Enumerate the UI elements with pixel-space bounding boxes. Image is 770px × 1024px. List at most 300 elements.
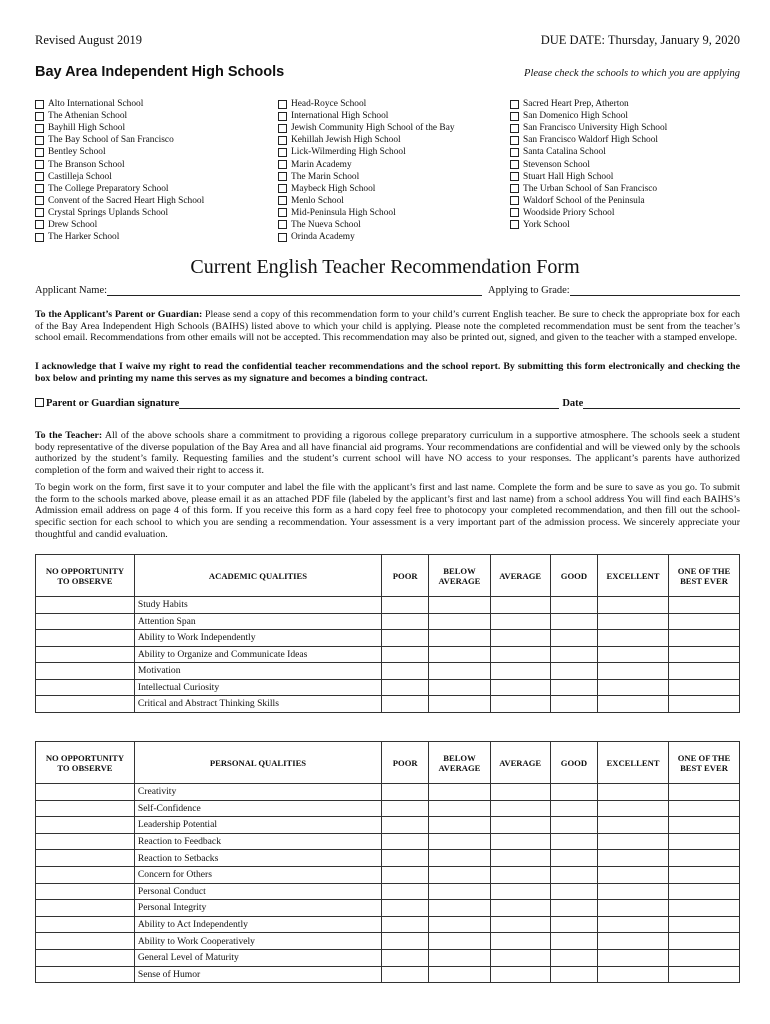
rating-header-one-of-the-best-ever: ONE OF THE BEST EVER — [669, 555, 740, 597]
rating-cell-good[interactable] — [550, 679, 597, 696]
parent-heading: To the Applicant’s Parent or Guardian: — [35, 309, 203, 320]
rating-cell-good[interactable] — [550, 663, 597, 680]
no-opportunity-cell[interactable] — [36, 784, 135, 801]
quality-label: Leadership Potential — [134, 817, 381, 834]
signature-field[interactable] — [179, 397, 559, 409]
no-opportunity-cell[interactable] — [36, 833, 135, 850]
school-option-stevenson-school[interactable] — [510, 158, 740, 170]
rating-cell-poor[interactable] — [382, 883, 429, 900]
form-title: Current English Teacher Recommendation Form — [190, 256, 580, 278]
school-checkbox[interactable] — [278, 136, 287, 145]
no-opportunity-cell[interactable] — [36, 866, 135, 883]
school-option-santa-catalina-school[interactable] — [510, 146, 740, 158]
rating-cell-average[interactable] — [490, 679, 550, 696]
rating-cell-good[interactable] — [550, 833, 597, 850]
quality-label: Reaction to Feedback — [134, 833, 381, 850]
rating-cell-below-average[interactable] — [429, 663, 490, 680]
school-checkbox[interactable] — [510, 160, 519, 169]
school-name: International High School — [291, 111, 389, 122]
school-checkbox[interactable] — [278, 196, 287, 205]
rating-cell-one-of-the-best-ever[interactable] — [669, 883, 740, 900]
rating-cell-poor[interactable] — [382, 966, 429, 983]
school-checkbox[interactable] — [510, 124, 519, 133]
rating-cell-excellent[interactable] — [598, 916, 669, 933]
quality-label: Reaction to Setbacks — [134, 850, 381, 867]
no-opportunity-cell[interactable] — [36, 949, 135, 966]
rating-cell-one-of-the-best-ever[interactable] — [669, 613, 740, 630]
school-checkbox[interactable] — [35, 100, 44, 109]
table-row — [36, 663, 740, 680]
school-checkbox[interactable] — [35, 160, 44, 169]
rating-cell-below-average[interactable] — [429, 933, 490, 950]
rating-cell-good[interactable] — [550, 916, 597, 933]
title-row — [35, 64, 740, 80]
school-name: Alto International School — [48, 99, 144, 110]
rating-cell-average[interactable] — [490, 613, 550, 630]
school-option-jewish-community-high-school-of-the-bay[interactable] — [278, 122, 510, 134]
rating-cell-excellent[interactable] — [598, 679, 669, 696]
rating-cell-average[interactable] — [490, 646, 550, 663]
rating-cell-excellent[interactable] — [598, 966, 669, 983]
rating-cell-excellent[interactable] — [598, 630, 669, 647]
quality-label: Critical and Abstract Thinking Skills — [134, 696, 381, 713]
rating-cell-poor[interactable] — [382, 613, 429, 630]
rating-cell-one-of-the-best-ever[interactable] — [669, 679, 740, 696]
rating-cell-average[interactable] — [490, 630, 550, 647]
school-option-orinda-academy[interactable] — [278, 231, 510, 243]
rating-cell-average[interactable] — [490, 900, 550, 917]
school-option-the-athenian-school[interactable] — [35, 110, 278, 122]
rating-header-poor: POOR — [382, 555, 429, 597]
rating-cell-poor[interactable] — [382, 800, 429, 817]
school-option-stuart-hall-high-school[interactable] — [510, 171, 740, 183]
rating-cell-excellent[interactable] — [598, 833, 669, 850]
rating-cell-below-average[interactable] — [429, 966, 490, 983]
signature-label: Parent or Guardian signature — [46, 398, 180, 409]
no-opportunity-cell[interactable] — [36, 597, 135, 614]
school-option-bentley-school[interactable] — [35, 146, 278, 158]
rating-cell-average[interactable] — [490, 916, 550, 933]
school-name: Bayhill High School — [48, 123, 126, 134]
school-option-san-francisco-waldorf-high-school[interactable] — [510, 134, 740, 146]
date-field[interactable] — [583, 397, 740, 409]
school-option-convent-of-the-sacred-heart-high-school[interactable] — [35, 195, 278, 207]
no-opportunity-cell[interactable] — [36, 883, 135, 900]
school-option-the-college-preparatory-school[interactable] — [35, 183, 278, 195]
school-name: San Domenico High School — [523, 111, 628, 122]
rating-cell-below-average[interactable] — [429, 900, 490, 917]
school-name: The College Preparatory School — [48, 183, 169, 194]
rating-cell-excellent[interactable] — [598, 663, 669, 680]
school-checkbox[interactable] — [35, 148, 44, 157]
date-label: Date — [562, 398, 584, 409]
school-option-lick-wilmerding-high-school[interactable] — [278, 146, 510, 158]
school-option-the-urban-school-of-san-francisco[interactable] — [510, 183, 740, 195]
school-checkbox[interactable] — [510, 220, 519, 229]
quality-label: Ability to Work Cooperatively — [134, 933, 381, 950]
rating-cell-excellent[interactable] — [598, 900, 669, 917]
school-name: Convent of the Sacred Heart High School — [48, 195, 205, 206]
school-checkbox[interactable] — [35, 233, 44, 242]
school-checkbox[interactable] — [510, 208, 519, 217]
rating-cell-good[interactable] — [550, 900, 597, 917]
school-name: Stevenson School — [523, 159, 590, 170]
rating-cell-good[interactable] — [550, 933, 597, 950]
school-option-woodside-priory-school[interactable] — [510, 207, 740, 219]
rating-cell-average[interactable] — [490, 933, 550, 950]
school-name: York School — [523, 219, 570, 230]
rating-cell-poor[interactable] — [382, 916, 429, 933]
school-option-san-domenico-high-school[interactable] — [510, 110, 740, 122]
rating-cell-poor[interactable] — [382, 663, 429, 680]
rating-cell-one-of-the-best-ever[interactable] — [669, 597, 740, 614]
rating-cell-one-of-the-best-ever[interactable] — [669, 817, 740, 834]
rating-header-excellent: EXCELLENT — [598, 555, 669, 597]
rating-cell-excellent[interactable] — [598, 800, 669, 817]
no-opportunity-cell[interactable] — [36, 900, 135, 917]
school-checkbox[interactable] — [510, 100, 519, 109]
waiver-text: I acknowledge that I waive my right to read the confidential teacher recommendations and the school report. By submitting this form electronically and checking the box below and printing my name this serves as my signature and becomes a binding contract. — [35, 361, 740, 384]
rating-cell-poor[interactable] — [382, 933, 429, 950]
quality-label: Creativity — [134, 784, 381, 801]
school-name: Stuart Hall High School — [523, 171, 614, 182]
table-row — [36, 933, 740, 950]
table-row — [36, 900, 740, 917]
school-checkbox[interactable] — [35, 196, 44, 205]
rating-cell-poor[interactable] — [382, 679, 429, 696]
rating-cell-below-average[interactable] — [429, 646, 490, 663]
rating-cell-good[interactable] — [550, 696, 597, 713]
rating-cell-below-average[interactable] — [429, 613, 490, 630]
teacher-text: All of the above schools share a commitment to providing a rigorous college preparatory curriculum in a supportive atmosphere. The schools seek a student body representative of the diverse population of the Bay Area and all have financial aid programs. Your recommendations are confidential and will be viewed only by the schools authorized by the student’s family. Requesting families and the student’s current school will have NO access to your responses. The applicant’s parents have authorized completion of the form and waived their right to access it. — [35, 430, 740, 477]
school-checkbox[interactable] — [278, 184, 287, 193]
rating-cell-average[interactable] — [490, 850, 550, 867]
rating-header-poor: POOR — [382, 742, 429, 784]
school-option-international-high-school[interactable] — [278, 110, 510, 122]
no-opportunity-cell[interactable] — [36, 916, 135, 933]
no-opportunity-cell[interactable] — [36, 817, 135, 834]
rating-cell-average[interactable] — [490, 817, 550, 834]
no-opportunity-cell[interactable] — [36, 966, 135, 983]
rating-cell-good[interactable] — [550, 630, 597, 647]
school-option-san-francisco-university-high-school[interactable] — [510, 122, 740, 134]
rating-header-average: AVERAGE — [490, 555, 550, 597]
school-option-alto-international-school[interactable] — [35, 98, 278, 110]
rating-cell-below-average[interactable] — [429, 949, 490, 966]
school-list — [35, 98, 740, 243]
school-name: Santa Catalina School — [523, 147, 606, 158]
rating-header-average: AVERAGE — [490, 742, 550, 784]
rating-cell-one-of-the-best-ever[interactable] — [669, 916, 740, 933]
rating-cell-average[interactable] — [490, 597, 550, 614]
qualities-header: ACADEMIC QUALITIES — [134, 555, 381, 597]
rating-cell-average[interactable] — [490, 866, 550, 883]
quality-label: Ability to Work Independently — [134, 630, 381, 647]
school-option-kehillah-jewish-high-school[interactable] — [278, 134, 510, 146]
rating-cell-excellent[interactable] — [598, 883, 669, 900]
school-name: Orinda Academy — [291, 232, 355, 243]
rating-cell-excellent[interactable] — [598, 866, 669, 883]
rating-cell-below-average[interactable] — [429, 784, 490, 801]
rating-cell-good[interactable] — [550, 784, 597, 801]
school-name: The Athenian School — [48, 111, 128, 122]
no-opportunity-cell[interactable] — [36, 800, 135, 817]
rating-cell-one-of-the-best-ever[interactable] — [669, 800, 740, 817]
school-name: Waldorf School of the Peninsula — [523, 195, 645, 206]
rating-cell-average[interactable] — [490, 966, 550, 983]
rating-cell-average[interactable] — [490, 663, 550, 680]
quality-label: General Level of Maturity — [134, 949, 381, 966]
quality-label: Motivation — [134, 663, 381, 680]
table-row — [36, 630, 740, 647]
rating-cell-average[interactable] — [490, 696, 550, 713]
school-name: The Nueva School — [291, 219, 361, 230]
rating-cell-one-of-the-best-ever[interactable] — [669, 663, 740, 680]
no-opportunity-header: NO OPPORTUNITY TO OBSERVE — [36, 555, 135, 597]
school-option-bayhill-high-school[interactable] — [35, 122, 278, 134]
school-checkbox[interactable] — [35, 172, 44, 181]
rating-cell-one-of-the-best-ever[interactable] — [669, 696, 740, 713]
school-option-the-marin-school[interactable] — [278, 171, 510, 183]
table-row — [36, 833, 740, 850]
school-option-drew-school[interactable] — [35, 219, 278, 231]
no-opportunity-cell[interactable] — [36, 613, 135, 630]
rating-cell-good[interactable] — [550, 850, 597, 867]
school-checkbox[interactable] — [510, 172, 519, 181]
rating-cell-good[interactable] — [550, 646, 597, 663]
submission-instructions: To begin work on the form, first save it to your computer and label the file with the applicant’s first and last name. Complete the form and be sure to save as you go. To submit the form to the schools marked above, please email it as an attached PDF file (labeled by the applicant’s first and last name) from a school address You will find each BAIHS’s Admission email address on page 4 of this form. If you receive this form as a hard copy feel free to photocopy your completed recommendation, and then fill out the school-specific section for each school to which you are sending a recommendation. Your assessment is a very important part of the admission process. We sincerely appreciate your thoughtful and candid evaluation. — [35, 482, 740, 540]
rating-header-one-of-the-best-ever: ONE OF THE BEST EVER — [669, 742, 740, 784]
school-option-head-royce-school[interactable] — [278, 98, 510, 110]
rating-cell-average[interactable] — [490, 833, 550, 850]
personal-qualities-table — [35, 741, 740, 983]
school-checkbox[interactable] — [278, 160, 287, 169]
table-row — [36, 784, 740, 801]
school-checkbox[interactable] — [35, 208, 44, 217]
school-checkbox[interactable] — [278, 208, 287, 217]
applicant-name-field[interactable] — [107, 284, 482, 296]
rating-cell-good[interactable] — [550, 866, 597, 883]
rating-cell-average[interactable] — [490, 784, 550, 801]
rating-cell-poor[interactable] — [382, 784, 429, 801]
school-checkbox[interactable] — [35, 136, 44, 145]
school-checkbox[interactable] — [278, 172, 287, 181]
school-option-sacred-heart-prep-atherton[interactable] — [510, 98, 740, 110]
table-row — [36, 800, 740, 817]
rating-cell-below-average[interactable] — [429, 696, 490, 713]
no-opportunity-cell[interactable] — [36, 696, 135, 713]
rating-cell-one-of-the-best-ever[interactable] — [669, 900, 740, 917]
school-name: Bentley School — [48, 147, 106, 158]
rating-cell-excellent[interactable] — [598, 933, 669, 950]
org-name: Bay Area Independent High Schools — [35, 64, 285, 80]
school-checkbox[interactable] — [35, 124, 44, 133]
rating-cell-below-average[interactable] — [429, 630, 490, 647]
school-name: Lick-Wilmerding High School — [291, 147, 406, 158]
school-checkbox[interactable] — [278, 112, 287, 121]
table-row — [36, 916, 740, 933]
rating-cell-poor[interactable] — [382, 630, 429, 647]
school-name: Sacred Heart Prep, Atherton — [523, 99, 629, 110]
school-option-the-nueva-school[interactable] — [278, 219, 510, 231]
no-opportunity-cell[interactable] — [36, 933, 135, 950]
school-checkbox[interactable] — [35, 220, 44, 229]
table-row — [36, 646, 740, 663]
table-row — [36, 883, 740, 900]
school-name: Menlo School — [291, 195, 344, 206]
school-name: Drew School — [48, 219, 98, 230]
school-checkbox[interactable] — [510, 184, 519, 193]
school-option-the-bay-school-of-san-francisco[interactable] — [35, 134, 278, 146]
parent-instructions — [35, 309, 740, 344]
quality-label: Personal Conduct — [134, 883, 381, 900]
rating-cell-one-of-the-best-ever[interactable] — [669, 933, 740, 950]
rating-cell-below-average[interactable] — [429, 800, 490, 817]
rating-cell-poor[interactable] — [382, 949, 429, 966]
school-option-waldorf-school-of-the-peninsula[interactable] — [510, 195, 740, 207]
table-row — [36, 613, 740, 630]
no-opportunity-cell[interactable] — [36, 679, 135, 696]
table-row — [36, 866, 740, 883]
rating-cell-good[interactable] — [550, 883, 597, 900]
revised-date: Revised August 2019 — [35, 33, 142, 47]
rating-cell-poor[interactable] — [382, 833, 429, 850]
rating-cell-poor[interactable] — [382, 866, 429, 883]
school-column-1 — [35, 98, 278, 243]
quality-label: Intellectual Curiosity — [134, 679, 381, 696]
school-checkbox[interactable] — [278, 233, 287, 242]
table-row — [36, 679, 740, 696]
school-option-york-school[interactable] — [510, 219, 740, 231]
rating-cell-below-average[interactable] — [429, 916, 490, 933]
rating-cell-one-of-the-best-ever[interactable] — [669, 949, 740, 966]
no-opportunity-cell[interactable] — [36, 663, 135, 680]
academic-qualities-table — [35, 554, 740, 713]
rating-cell-excellent[interactable] — [598, 696, 669, 713]
rating-cell-poor[interactable] — [382, 817, 429, 834]
quality-label: Ability to Act Independently — [134, 916, 381, 933]
table-row — [36, 850, 740, 867]
no-opportunity-cell[interactable] — [36, 850, 135, 867]
rating-cell-below-average[interactable] — [429, 833, 490, 850]
table-row — [36, 966, 740, 983]
school-column-3 — [510, 98, 740, 243]
school-checkbox[interactable] — [278, 220, 287, 229]
no-opportunity-header: NO OPPORTUNITY TO OBSERVE — [36, 742, 135, 784]
quality-label: Self-Confidence — [134, 800, 381, 817]
school-option-crystal-springs-uplands-school[interactable] — [35, 207, 278, 219]
rating-cell-poor[interactable] — [382, 646, 429, 663]
school-checkbox[interactable] — [278, 100, 287, 109]
no-opportunity-cell[interactable] — [36, 646, 135, 663]
rating-cell-one-of-the-best-ever[interactable] — [669, 850, 740, 867]
rating-cell-good[interactable] — [550, 949, 597, 966]
rating-cell-one-of-the-best-ever[interactable] — [669, 866, 740, 883]
school-name: Maybeck High School — [291, 183, 376, 194]
school-option-the-branson-school[interactable] — [35, 158, 278, 170]
rating-cell-excellent[interactable] — [598, 646, 669, 663]
rating-cell-below-average[interactable] — [429, 817, 490, 834]
rating-cell-one-of-the-best-ever[interactable] — [669, 833, 740, 850]
rating-header-good: GOOD — [550, 742, 597, 784]
school-checkbox[interactable] — [278, 124, 287, 133]
rating-cell-below-average[interactable] — [429, 597, 490, 614]
rating-cell-excellent[interactable] — [598, 597, 669, 614]
rating-cell-below-average[interactable] — [429, 883, 490, 900]
top-line — [35, 33, 740, 48]
school-option-menlo-school[interactable] — [278, 195, 510, 207]
school-name: San Francisco Waldorf High School — [523, 135, 658, 146]
school-instruction: Please check the schools to which you are applying — [524, 68, 740, 79]
school-checkbox[interactable] — [35, 184, 44, 193]
school-checkbox[interactable] — [510, 112, 519, 121]
applicant-row — [35, 284, 740, 296]
school-name: The Bay School of San Francisco — [48, 135, 174, 146]
rating-cell-good[interactable] — [550, 613, 597, 630]
rating-cell-poor[interactable] — [382, 597, 429, 614]
school-name: Kehillah Jewish High School — [291, 135, 401, 146]
school-option-castilleja-school[interactable] — [35, 171, 278, 183]
school-option-marin-academy[interactable] — [278, 158, 510, 170]
school-option-mid-peninsula-high-school[interactable] — [278, 207, 510, 219]
teacher-instructions — [35, 430, 740, 477]
rating-cell-excellent[interactable] — [598, 850, 669, 867]
signature-row — [35, 397, 740, 409]
rating-cell-poor[interactable] — [382, 900, 429, 917]
rating-cell-below-average[interactable] — [429, 850, 490, 867]
qualities-header: PERSONAL QUALITIES — [134, 742, 381, 784]
school-checkbox[interactable] — [35, 112, 44, 121]
quality-label: Ability to Organize and Communicate Ideas — [134, 646, 381, 663]
school-name: Marin Academy — [291, 159, 352, 170]
rating-header-below-average: BELOW AVERAGE — [429, 555, 490, 597]
school-checkbox[interactable] — [278, 148, 287, 157]
school-name: The Urban School of San Francisco — [523, 183, 658, 194]
rating-cell-below-average[interactable] — [429, 679, 490, 696]
rating-cell-average[interactable] — [490, 800, 550, 817]
no-opportunity-cell[interactable] — [36, 630, 135, 647]
rating-cell-good[interactable] — [550, 597, 597, 614]
rating-cell-excellent[interactable] — [598, 949, 669, 966]
rating-cell-average[interactable] — [490, 949, 550, 966]
rating-cell-good[interactable] — [550, 800, 597, 817]
rating-cell-one-of-the-best-ever[interactable] — [669, 630, 740, 647]
school-name: Woodside Priory School — [523, 207, 615, 218]
rating-cell-one-of-the-best-ever[interactable] — [669, 646, 740, 663]
signature-checkbox[interactable] — [35, 398, 44, 407]
rating-cell-excellent[interactable] — [598, 784, 669, 801]
rating-cell-good[interactable] — [550, 817, 597, 834]
rating-cell-excellent[interactable] — [598, 817, 669, 834]
grade-field[interactable] — [570, 284, 740, 296]
quality-label: Concern for Others — [134, 866, 381, 883]
school-checkbox[interactable] — [510, 136, 519, 145]
school-option-the-harker-school[interactable] — [35, 231, 278, 243]
table-header-row — [36, 742, 740, 784]
rating-cell-poor[interactable] — [382, 696, 429, 713]
quality-label: Sense of Humor — [134, 966, 381, 983]
school-checkbox[interactable] — [510, 148, 519, 157]
rating-cell-one-of-the-best-ever[interactable] — [669, 966, 740, 983]
school-checkbox[interactable] — [510, 196, 519, 205]
school-option-maybeck-high-school[interactable] — [278, 183, 510, 195]
rating-cell-one-of-the-best-ever[interactable] — [669, 784, 740, 801]
rating-cell-below-average[interactable] — [429, 866, 490, 883]
rating-cell-average[interactable] — [490, 883, 550, 900]
rating-cell-good[interactable] — [550, 966, 597, 983]
rating-cell-excellent[interactable] — [598, 613, 669, 630]
rating-cell-poor[interactable] — [382, 850, 429, 867]
